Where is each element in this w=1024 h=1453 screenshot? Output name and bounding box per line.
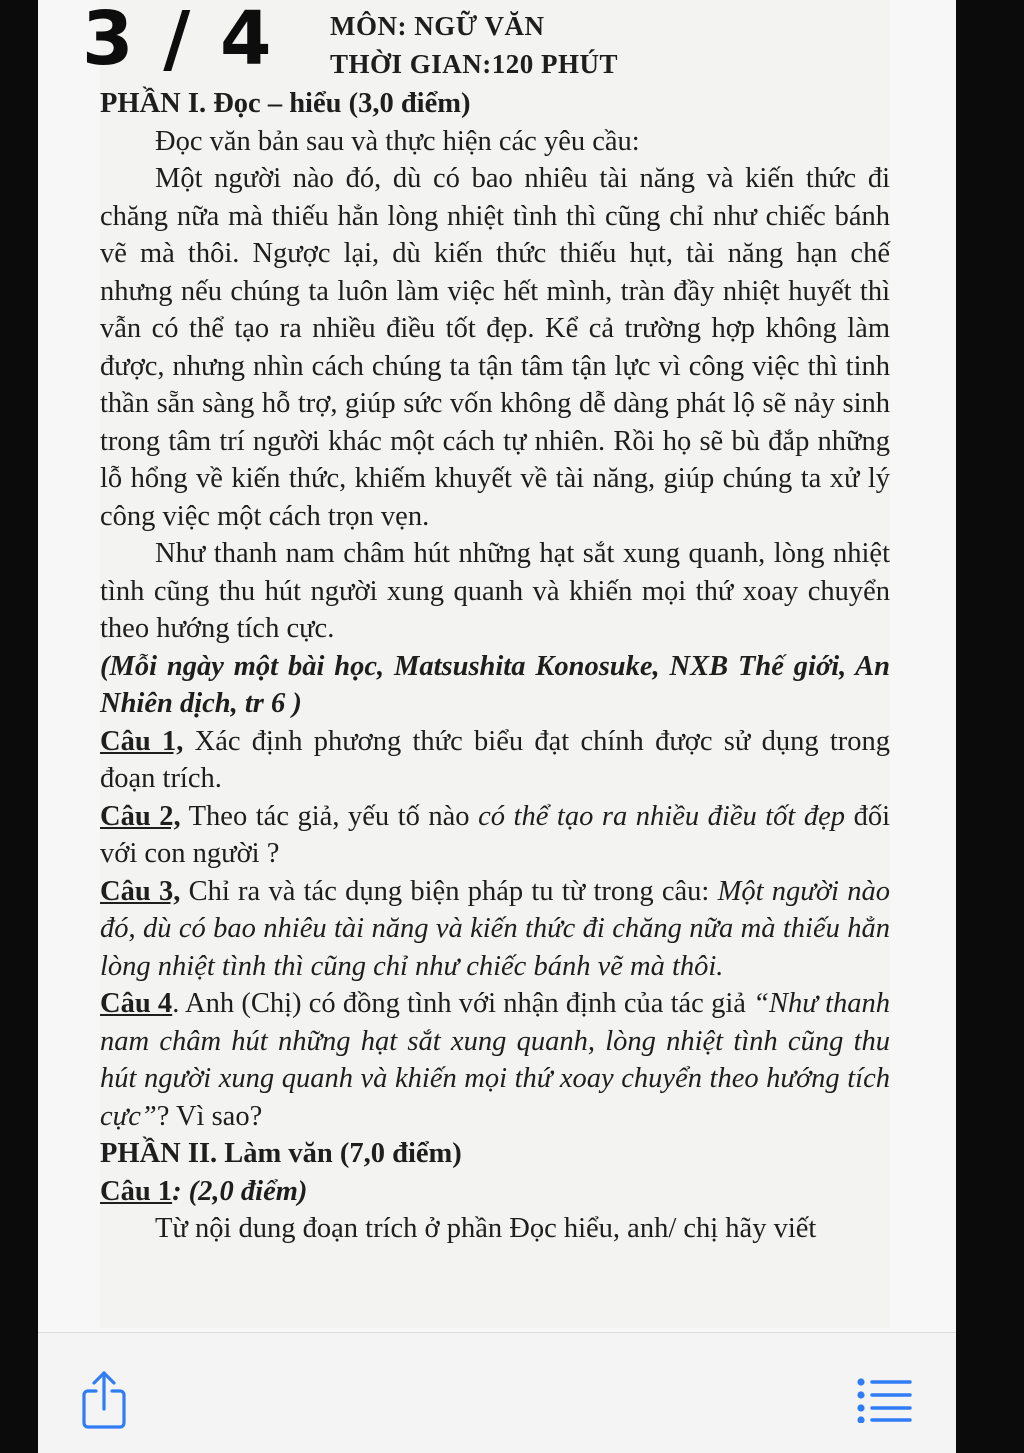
question-label: Câu 1, <box>100 725 184 757</box>
list-icon <box>856 1377 914 1423</box>
subject-title: MÔN: NGỮ VĂN <box>330 11 545 41</box>
document-body <box>100 85 890 1248</box>
part2-question-1-text: Từ nội dung đoạn trích ở phần Đọc hiểu, anh/ chị hãy viết <box>155 1213 817 1244</box>
question-1: Câu 1, Xác định phương thức biểu đạt chính được sử dụng trong đoạn trích. <box>100 725 891 794</box>
question-label: Câu 2, <box>100 800 181 832</box>
bottom-toolbar <box>38 1332 956 1453</box>
part1-heading: PHẦN I. Đọc – hiểu (3,0 điểm) <box>100 88 471 119</box>
part2-question-1: Câu 1: (2,0 điểm) <box>100 1175 308 1207</box>
share-button[interactable] <box>76 1369 132 1431</box>
question-3: Câu 3, Chỉ ra và tác dụng biện pháp tu từ trong câu: Một người nào đó, dù có bao nhiêu tài năng và kiến thức đi chăng nữa mà thiếu hẳn lòng nhiệt tình thì cũng chỉ như chiếc bánh vẽ mà thôi. <box>100 875 890 982</box>
passage-source: (Mỗi ngày một bài học, Matsushita Konosuke, NXB Thế giới, An Nhiên dịch, tr 6 ) <box>100 650 890 719</box>
instruction: Đọc văn bản sau và thực hiện các yêu cầu: <box>155 125 640 157</box>
question-label: Câu 3, <box>100 875 181 907</box>
passage-paragraph-2: Như thanh nam châm hút những hạt sắt xung quanh, lòng nhiệt tình cũng thu hút người xung quanh và khiến mọi thứ xoay chuyển theo hướng tích cực. <box>100 538 890 644</box>
question-label: Câu 4 <box>100 988 173 1019</box>
passage-paragraph-1: Một người nào đó, dù có bao nhiêu tài năng và kiến thức đi chăng nữa mà thiếu hẳn lòng nhiệt tình thì cũng chỉ như chiếc bánh vẽ mà thôi. Ngược lại, dù kiến thức thiếu hụt, tài năng hạn chế nhưng nếu chúng ta luôn làm việc hết mình, tràn đầy nhiệt huyết thì vẫn có thể tạo ra nhiều điều tốt đẹp. Kể cả trường hợp không làm được, nhưng nhìn cách chúng ta tận tâm tận lực vì công việc thì tinh thần sẵn sàng hỗ trợ, giúp sức vốn không dễ dàng phát lộ sẽ nảy sinh trong tâm trí người khác một cách tự nhiên. Rồi họ sẽ bù đắp những lỗ hổng về kiến thức, khiếm khuyết về tài năng, giúp chúng ta xử lý công việc một cách trọn vẹn. <box>100 163 890 532</box>
time-title: THỜI GIAN:120 PHÚT <box>330 49 619 79</box>
share-icon <box>76 1369 132 1431</box>
page-indicator: 3 / 4 <box>82 0 274 82</box>
viewer-screen <box>38 0 956 1453</box>
document-page <box>100 0 890 1328</box>
question-4: Câu 4. Anh (Chị) có đồng tình với nhận định của tác giả “Như thanh nam châm hút những hạt sắt xung quanh, lòng nhiệt tình cũng thu hút người xung quanh và khiến mọi thứ xoay chuyển theo hướng tích cực”? Vì sao? <box>100 988 890 1132</box>
list-button[interactable] <box>856 1377 914 1423</box>
part2-heading: PHẦN II. Làm văn (7,0 điểm) <box>100 1138 462 1169</box>
question-2: Câu 2, Theo tác giả, yếu tố nào có thể tạo ra nhiều điều tốt đẹp đối với con người ? <box>100 800 890 869</box>
